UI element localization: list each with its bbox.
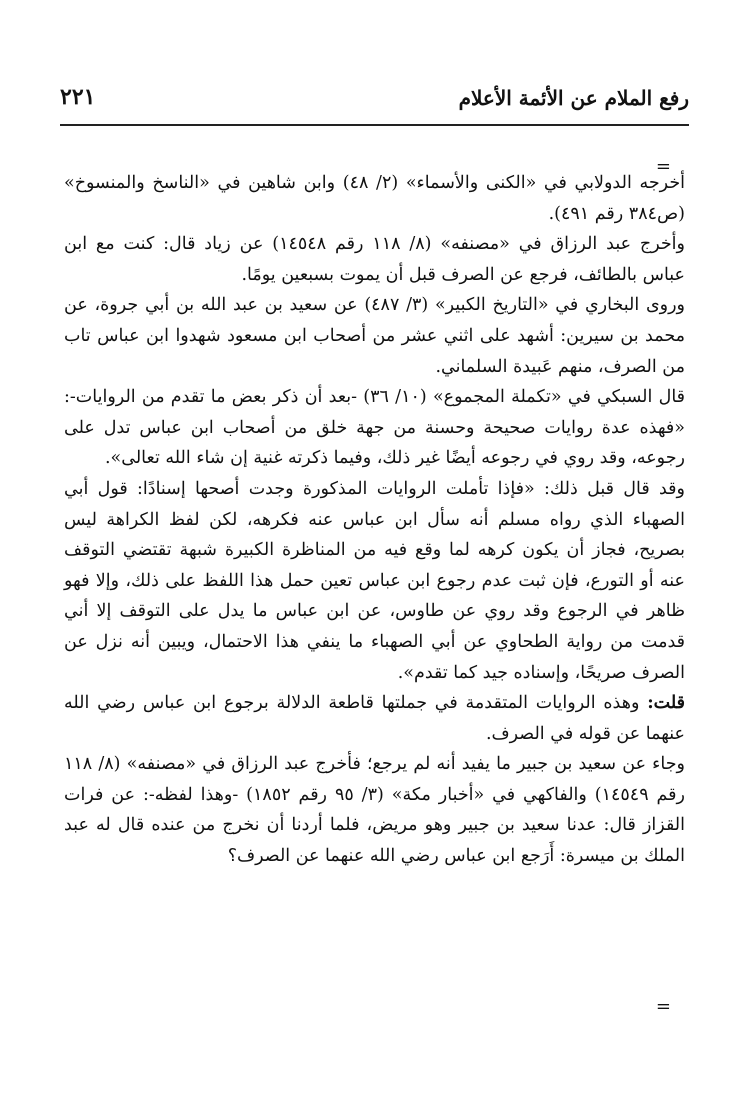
- paragraph-text: وهذه الروايات المتقدمة في جملتها قاطعة الدلالة برجوع ابن عباس رضي الله عنهما عن قوله في الصرف.: [64, 693, 685, 744]
- paragraph: وجاء عن سعيد بن جبير ما يفيد أنه لم يرجع؛ فأخرج عبد الرزاق في «مصنفه» (٨/ ١١٨ رقم ١٤٥٤٩) والفاكهي في «أخبار مكة» (٣/ ٩٥ رقم ١٨٥٢) -وهذا لفظه-: عن فرات القزاز قال: عدنا سعيد بن جبير وهو مريض، فلما أردنا أن نخرج من عنده قال له عبد الملك بن ميسرة: أَرَجع ابن عباس رضي الله عنهما عن الصرف؟: [64, 754, 685, 867]
- footnote-continuation-mark-top: =: [655, 156, 671, 177]
- page-number: ٢٢١: [60, 84, 96, 110]
- paragraph: وقد قال قبل ذلك: «فإذا تأملت الروايات المذكورة وجدت أصحها إسنادًا: قول أبي الصهباء الذي رواه مسلم أنه سأل ابن عباس عنه فكرهه، لكن لفظ الكراهة ليس بصريح، فجاز أن يكون كرهه لما وقع فيه من المناظرة الكبيرة شبهة تقتضي التوقف عنه أو التورع، فإن ثبت عدم رجوع ابن عباس تعين حمل هذا اللفظ على ذلك، وإلا فهو ظاهر في الرجوع وقد روي عن طاوس، عن ابن عباس ما يدل على التوقف إلا أني قدمت من رواية الطحاوي عن أبي الصهباء ما ينفي هذا الاحتمال، ويبين أنه نزل عن الصرف صريحًا، وإسناده جيد كما تقدم».: [64, 478, 685, 683]
- running-title: رفع الملام عن الأئمة الأعلام: [458, 86, 689, 110]
- paragraph: [64, 688, 685, 749]
- header-divider: [60, 124, 689, 126]
- footnote-body: [64, 168, 685, 872]
- paragraph: وأخرج عبد الرزاق في «مصنفه» (٨/ ١١٨ رقم ١٤٥٤٨) عن زياد قال: كنت مع ابن عباس بالطائف، فرجع عن الصرف قبل أن يموت بسبعين يومًا.: [64, 234, 685, 285]
- footnote-continuation-mark-bottom: =: [655, 996, 671, 1017]
- paragraph: قال السبكي في «تكملة المجموع» (١٠/ ٣٦) -بعد أن ذكر بعض ما تقدم من الروايات-: «فهذه عدة روايات صحيحة وحسنة من جهة خلق من أصحاب ابن عباس تدل على رجوعه، وقد روي في رجوعه أيضًا غير ذلك، وفيما ذكرته غنية إن شاء الله تعالى».: [64, 387, 686, 469]
- page-header: [60, 84, 689, 124]
- paragraph: وروى البخاري في «التاريخ الكبير» (٣/ ٤٨٧) عن سعيد بن عبد الله بن أبي جروة، عن محمد بن سيرين: أشهد على اثني عشر من أصحاب ابن مسعود شهدوا ابن عباس تاب من الصرف، منهم عَبيدة السلماني.: [64, 295, 685, 377]
- paragraph-label: قلت:: [647, 693, 685, 714]
- paragraph: أخرجه الدولابي في «الكنى والأسماء» (٢/ ٤٨) وابن شاهين في «الناسخ والمنسوخ» (ص٣٨٤ رقم ٤٩١).: [64, 173, 685, 224]
